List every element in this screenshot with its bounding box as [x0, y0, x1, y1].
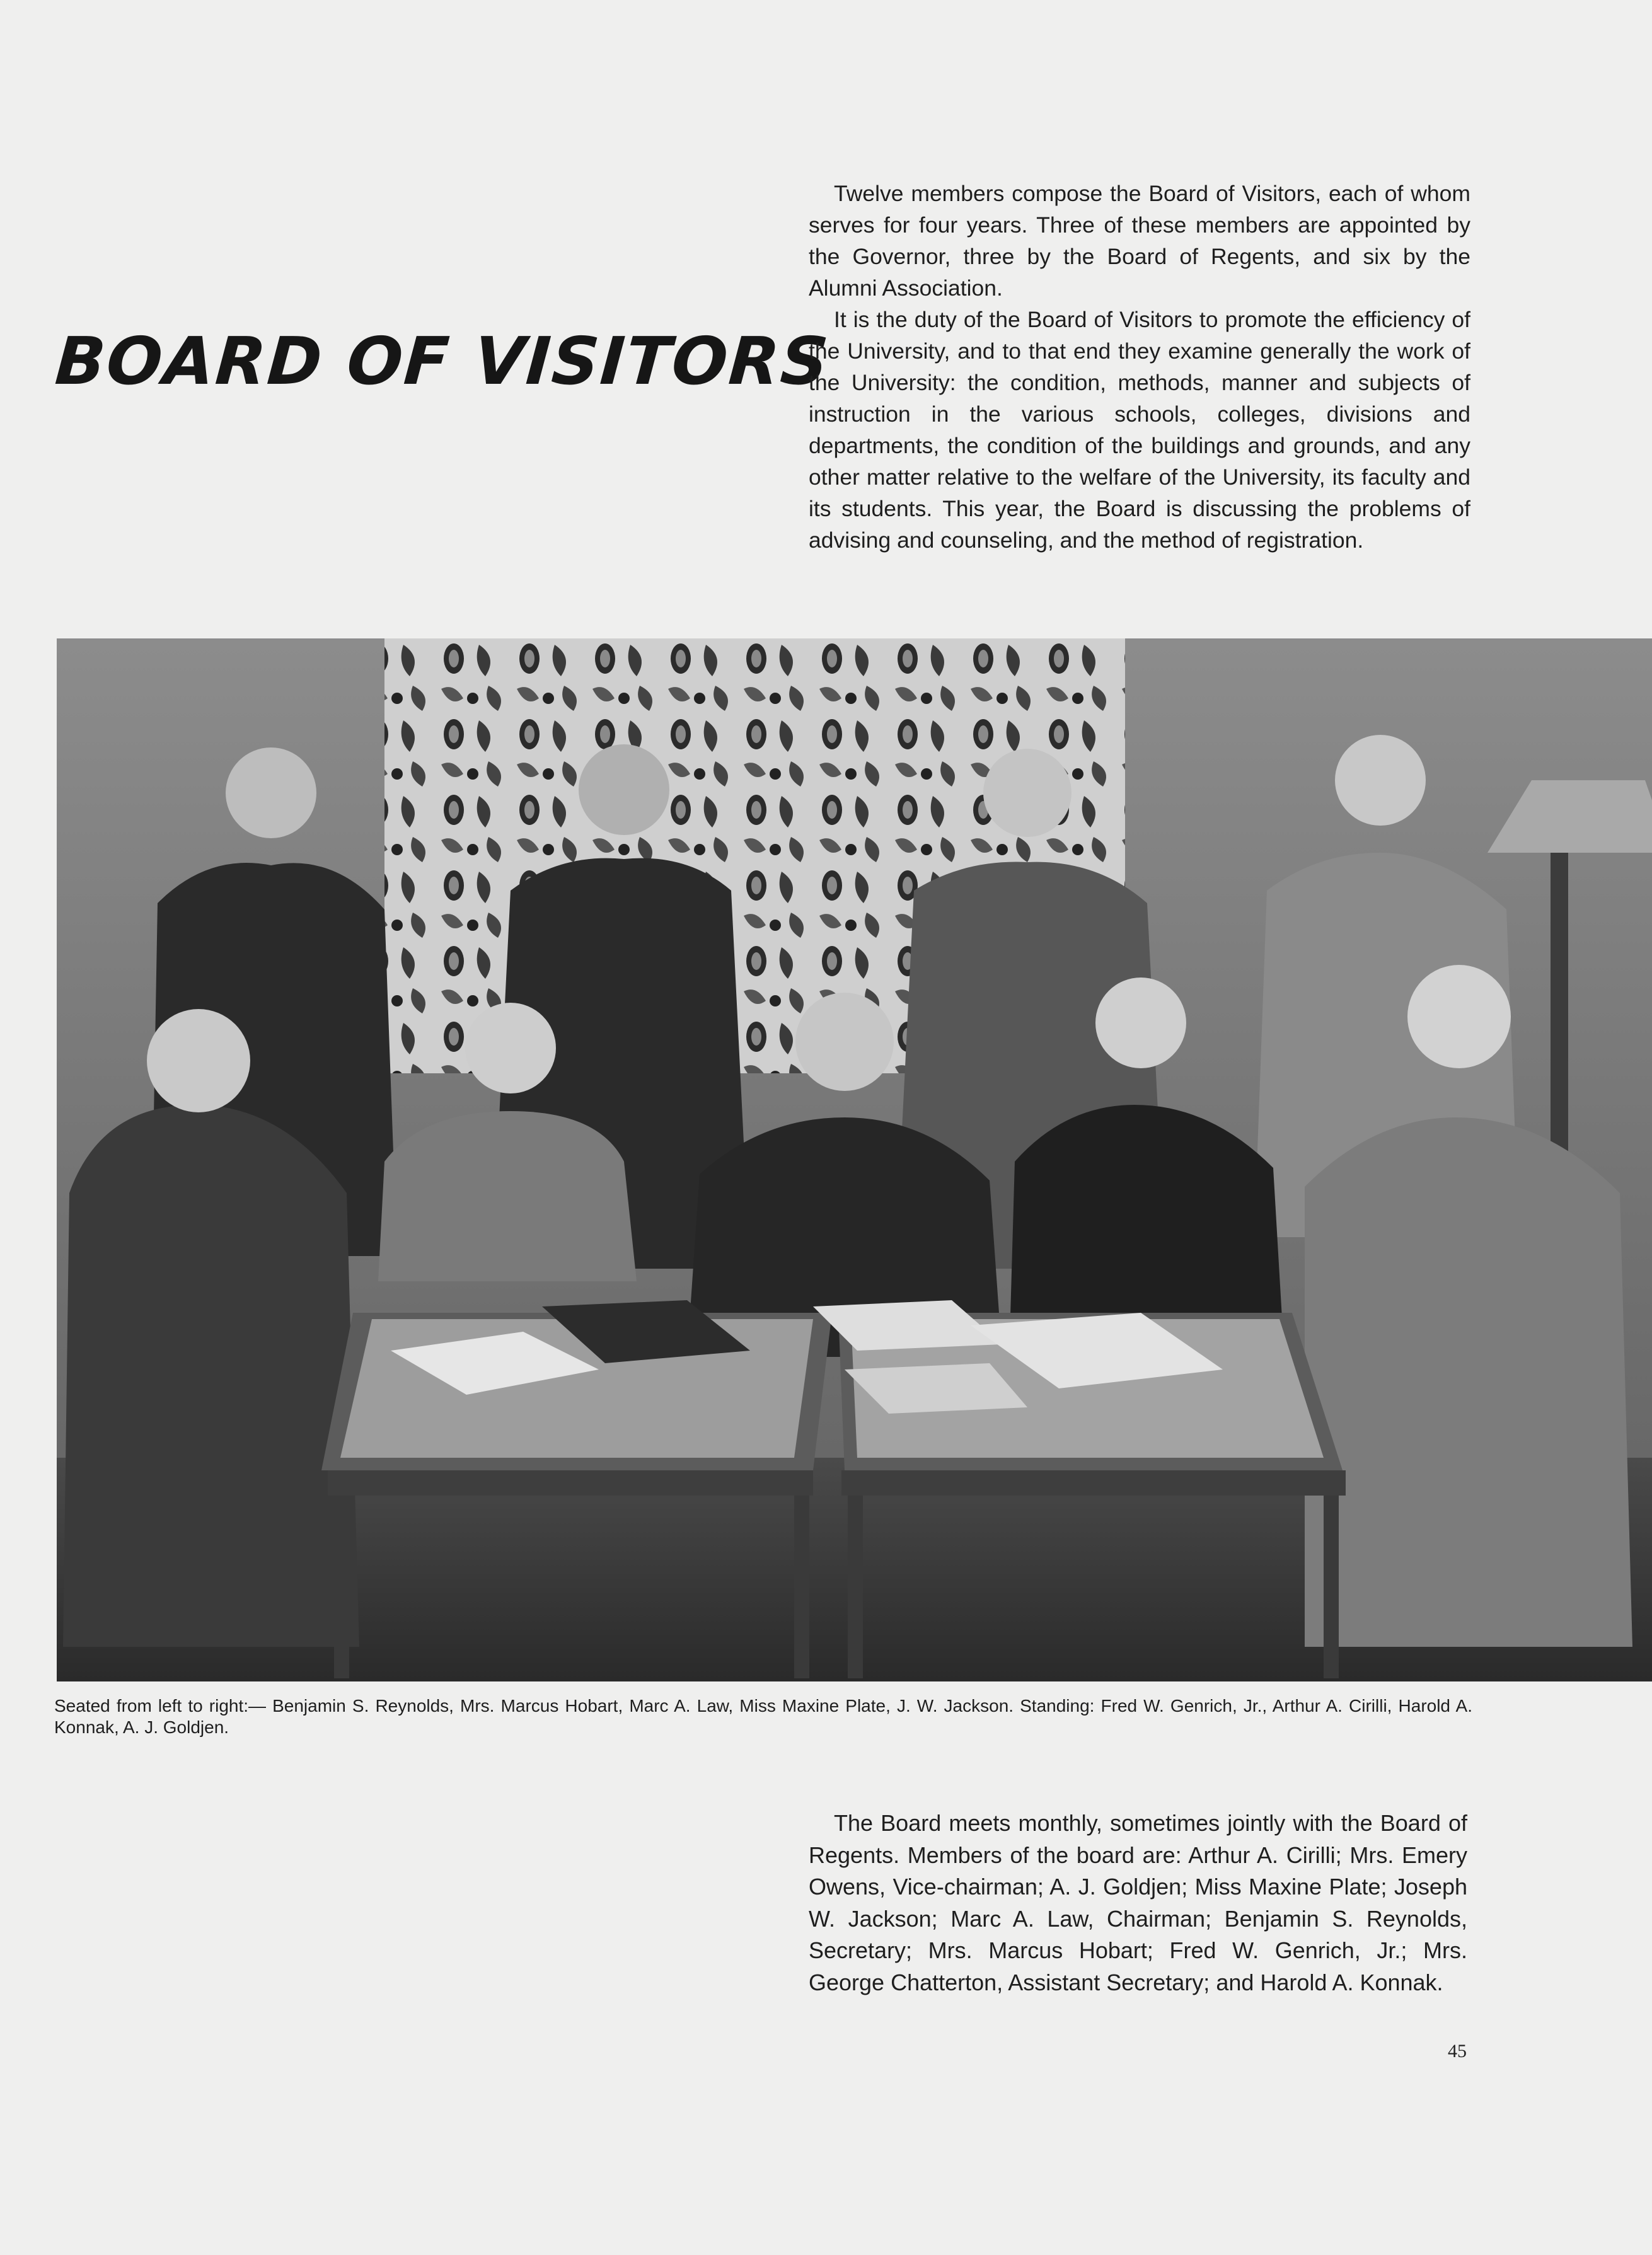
intro-paragraph-2: It is the duty of the Board of Visitors to promote the efficiency of the University, and to that end they examine generally the work of the University: the condition, methods, manner and subjects of instruction in the various schools, colleges, divisions and departments, the condition of the buildings and grounds, and any other matter relative to the welfare of the University, its faculty and its students. This year, the Board is discussing the problems of advising and counseling, and the method of registration. [809, 307, 1470, 553]
intro-text [809, 178, 1470, 556]
group-photo-illustration [57, 638, 1652, 1681]
page-number: 45 [1448, 2041, 1467, 2062]
closing-paragraph: The Board meets monthly, sometimes jointly with the Board of Regents. Members of the board are: Arthur A. Cirilli; Mrs. Emery Owens, Vice-chairman; A. J. Goldjen; Miss Maxine Plate; Joseph W. Jackson; Marc A. Law, Chairman; Benjamin S. Reynolds, Secretary; Mrs. Marcus Hobart; Fred W. Genrich, Jr.; Mrs. George Chatterton, Assistant Secretary; and Harold A. Konnak. [809, 1810, 1467, 1995]
intro-paragraph-1: Twelve members compose the Board of Visitors, each of whom serves for four years. Three of these members are appointed by the Governor, three by the Board of Regents, and six by the Alumni Association. [809, 181, 1470, 301]
page-title: BOARD OF VISITORS [52, 323, 832, 400]
photo-caption: Seated from left to right:— Benjamin S. Reynolds, Mrs. Marcus Hobart, Marc A. Law, Miss Maxine Plate, J. W. Jackson. Standing: Fred W. Genrich, Jr., Arthur A. Cirilli, Harold A. Konnak, A. J. Goldjen. [54, 1696, 1472, 1737]
group-photo [57, 638, 1652, 1681]
closing-text [809, 1808, 1467, 1998]
